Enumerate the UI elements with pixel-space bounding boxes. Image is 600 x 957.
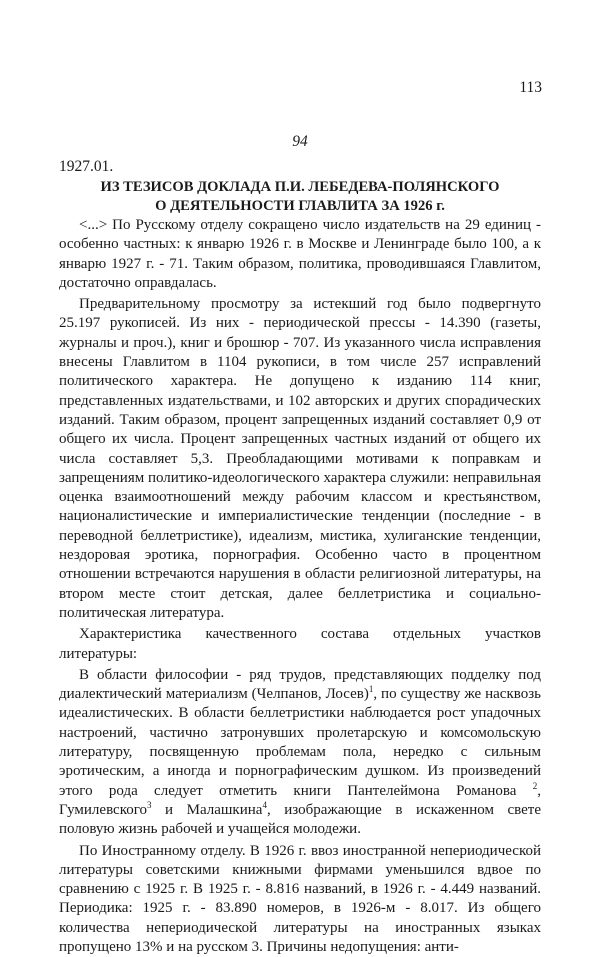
paragraph-5: По Иностранному отделу. В 1926 г. ввоз иностранной непериодической литературы советскими книжными фирмами уменьшился вдвое по сравнению с 1925 г. В 1925 г. - 8.816 названий, в 1926 г. - 4.449 названий. Периодика: 1925 г. - 83.890 номеров, в 1926-м - 8.017. Из общего количества непериодической литературы на иностранных языках пропущено 13% и на русском 3. Причины недопущения: анти- xyxy=(59,842,541,957)
paragraph-4 xyxy=(59,666,541,840)
paragraph-2: Предварительному просмотру за истекший год было подвергнуто 25.197 рукописей. Из них - периодической прессы - 14.390 (газеты, журналы и проч.), книг и брошюр - 707. Из указанного числа исправления внесены Главлитом в 1104 рукописи, в том числе 257 исправлений политического характера. Не допущено к изданию 114 книг, представленных издательствами, и 102 авторских и других спорадических изданий. Таким образом, процент запрещенных изданий составляет 0,9 от общего их числа. Процент запрещенных частных изданий от общего их числа составляет 5,3. Преобладающими мотивами к поправкам и запрещениям политико-идеологического характера служили: неправильная оценка взаимоотношений между рабочим классом и крестьянством, националистические и империалистические тенденции (последние - в переводной беллетристике), идеализм, мистика, хулиганские тенденции, нездоровая эротика, порнография. Особенно часто в процентном отношении встречаются нарушения в области религиозной литературы, на втором месте стоит детская, далее беллетристика и социально-политическая литература. xyxy=(59,295,541,623)
document-title xyxy=(59,178,541,216)
body-text xyxy=(59,216,541,957)
footnote-ref-3: 3 xyxy=(147,800,152,810)
title-line-1: ИЗ ТЕЗИСОВ ДОКЛАДА П.И. ЛЕБЕДЕВА-ПОЛЯНСКОГО xyxy=(59,178,541,197)
footnote-ref-1: 1 xyxy=(369,684,374,694)
paragraph-4-part-b: , по существу же насквозь идеалистических. В области беллетристики наблюдается рост упадочных настроений, частично затронувших пролетарскую и комсомольскую литературу, посвященную проблемам пола, нередко с сильным эротическим, а иногда и порнографическим душком. Из произведений этого рода следует отметить книги Пантелеймона Романова xyxy=(59,686,541,798)
document-number: 94 xyxy=(0,133,600,151)
paragraph-4-part-c: , Гумилевского xyxy=(59,783,541,818)
document-date: 1927.01. xyxy=(59,158,113,176)
paragraph-4-part-d: и Малашкина xyxy=(152,802,263,818)
paragraph-4-part-a: В области философии - ряд трудов, представляющих подделку под диалектический материализм (Челпанов, Лосев) xyxy=(59,667,541,702)
paragraph-4-part-e: , изображающие в искаженном свете половую жизнь рабочей и учащейся молодежи. xyxy=(59,802,541,837)
footnote-ref-2: 2 xyxy=(533,781,538,791)
paragraph-3: Характеристика качественного состава отдельных участков литературы: xyxy=(59,625,541,664)
footnote-ref-4: 4 xyxy=(262,800,267,810)
paragraph-1: <...> По Русскому отделу сокращено число издательств на 29 единиц - особенно частных: к январю 1926 г. в Москве и Ленинграде было 100, а к январю 1927 г. - 71. Таким образом, политика, проводившаяся Главлитом, достаточно оправдалась. xyxy=(59,216,541,293)
title-line-2: О ДЕЯТЕЛЬНОСТИ ГЛАВЛИТА ЗА 1926 г. xyxy=(59,197,541,216)
page-number: 113 xyxy=(519,79,542,97)
